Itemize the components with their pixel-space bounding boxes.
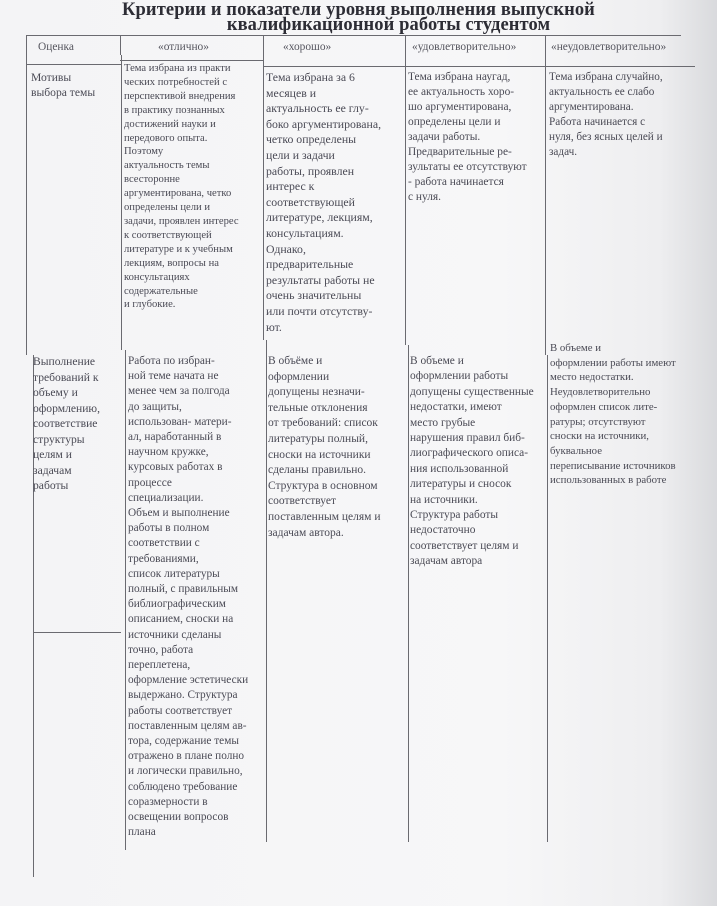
row-1-unsatisfactory: Тема избрана случайно, актуальность ее слабо аргументирована. Работа начинается с нуля, без ясных целей и задач. xyxy=(549,71,663,158)
column-divider xyxy=(405,35,406,345)
header-excellent: «отлично» xyxy=(158,41,209,53)
column-divider xyxy=(120,35,121,55)
row-1-excellent: Тема избрана из практи ческих потребностей с перспективой внедрения в практику познанных достижений науки и передового опыта. Поэтому актуальность темы всесторонне аргументирована, четко определены цели и задачи, проявлен интерес к соответствующей литературе и к учебным лекциям, вопросы на консультациях содержательные и глубокие. xyxy=(124,63,239,311)
header-unsatisfactory: «неудовлетворительно» xyxy=(551,41,667,53)
document-title-line-1: Критерии и показатели уровня выполнения выпускной xyxy=(122,0,595,20)
document-title-line-2: квалификационной работы студентом xyxy=(226,15,551,35)
row-2-excellent: Работа по избран- ной теме начата не менее чем за полгода до защиты, использован- матери- ал, наработанный в научном кружке, курсовых работах в процессе специализации. Объем и выполнение работы в полном соответствии с требованиями, список литературы полный, с правильным библиографическим описанием, сноски на источники сделаны точно, работа переплетена, оформление эстетически выдержано. Структура работы соответствует поставленным целям ав- тора, содержание темы отражено в плане полно и логически правильно, соблюдено требование соразмерности в освещении вопросов плана xyxy=(128,355,249,839)
column-divider xyxy=(121,55,122,350)
row-1-criterion: Мотивы выбора темы xyxy=(31,71,96,99)
row-divider xyxy=(33,632,121,633)
column-divider xyxy=(125,350,126,850)
header-bottom-border xyxy=(120,60,263,61)
column-divider xyxy=(263,35,264,340)
column-divider xyxy=(408,345,409,842)
table-left-border xyxy=(26,35,27,355)
header-bottom-border xyxy=(26,64,121,65)
table-top-border xyxy=(26,35,681,36)
row-2-satisfactory: В объеме и оформлении работы допущены существенные недостатки, имеют место грубые нарушения правил биб- лиографического описа- ния использованной литературы и сносок на источники. Структура работы недостаточно соответствует целям и задачам автора xyxy=(410,355,534,568)
row-2-good: В объёме и оформлении допущены незначи- тельные отклонения от требований: список литературы полный, сноски на источники сделаны правильно. Структура в основном соответствует поставленным целям и задачам автора. xyxy=(268,355,381,539)
row-1-good: Тема избрана за 6 месяцев и актуальность ее глу- боко аргументирована, четко определены цели и задачи работы, проявлен интерес к соответствующей литературе, лекциям, консультациям. Однако, предварительные результаты работы не очень значительны или почти отсутству- ют. xyxy=(266,70,382,334)
header-grade: Оценка xyxy=(38,41,74,53)
row-2-unsatisfactory: В объеме и оформлении работы имеют место недостатки. Неудовлетворительно оформлен список лите- ратуры; отсутствуют сноски на источники, буквальное переписывание источников использованных в работе xyxy=(550,342,676,487)
row-2-criterion: Выполнение требований к объему и оформлению, соответствие структуры целям и задачам работы xyxy=(33,355,100,492)
row-1-satisfactory: Тема избрана наугад, ее актуальность хоро- шо аргументирована, определены цели и задачи работы. Предварительные ре- зультаты ее отсутствуют - работа начинается с нуля. xyxy=(408,71,527,203)
header-bottom-border xyxy=(263,66,695,67)
column-divider xyxy=(266,340,267,842)
header-good: «хорошо» xyxy=(283,41,332,53)
header-satisfactory: «удовлетворительно» xyxy=(412,41,517,53)
